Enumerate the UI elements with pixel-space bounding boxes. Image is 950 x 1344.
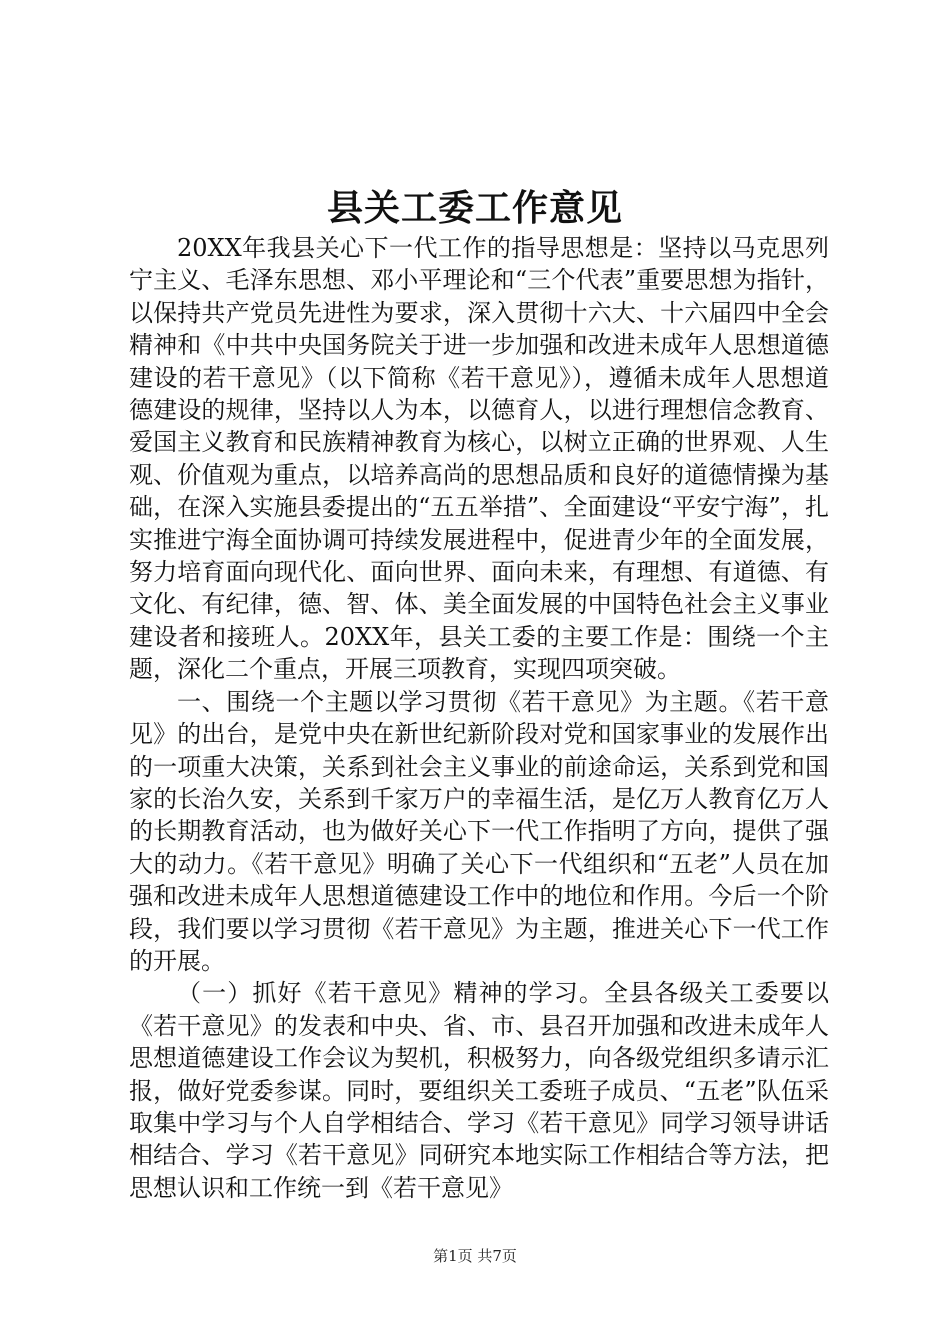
page-number: 第1页 共7页 xyxy=(433,1247,517,1265)
document-body xyxy=(129,232,829,1204)
document-title: 县关工委工作意见 xyxy=(326,187,623,229)
paragraph-section-one: 一、围绕一个主题以学习贯彻《若干意见》为主题。《若干意见》的出台，是党中央在新世纪新阶段对党和国家事业的发展作出的一项重大决策，关系到社会主义事业的前途命运，关系到党和国家的长治久安，关系到千家万户的幸福生活，是亿万人教育亿万人的长期教育活动，也为做好关心下一代工作指明了方向，提供了强大的动力。《若干意见》明确了关心下一代组织和“五老”人员在加强和改进未成年人思想道德建设工作中的地位和作用。今后一个阶段，我们要以学习贯彻《若干意见》为主题，推进关心下一代工作的开展。 xyxy=(129,687,829,975)
paragraph-subsection-one: （一）抓好《若干意见》精神的学习。全县各级关工委要以《若干意见》的发表和中央、省、市、县召开加强和改进未成年人思想道德建设工作会议为契机，积极努力，向各级党组织多请示汇报，做好党委参谋。同时，要组织关工委班子成员、“五老”队伍采取集中学习与个人自学相结合、学习《若干意见》同学习领导讲话相结合、学习《若干意见》同研究本地实际工作相结合等方法，把思想认识和工作统一到《若干意见》 xyxy=(129,979,829,1202)
paragraph-guiding-ideology: 20XX年我县关心下一代工作的指导思想是：坚持以马克思列宁主义、毛泽东思想、邓小平理论和“三个代表”重要思想为指针，以保持共产党员先进性为要求，深入贯彻十六大、十六届四中全会精神和《中共中央国务院关于进一步加强和改进未成年人思想道德建设的若干意见》（以下简称《若干意见》），遵循未成年人思想道德建设的规律，坚持以人为本，以德育人，以进行理想信念教育、爱国主义教育和民族精神教育为核心，以树立正确的世界观、人生观、价值观为重点，以培养高尚的思想品质和良好的道德情操为基础，在深入实施县委提出的“五五举措”、全面建设“平安宁海”，扎实推进宁海全面协调可持续发展进程中，促进青少年的全面发展，努力培育面向现代化、面向世界、面向未来，有理想、有道德、有文化、有纪律，德、智、体、美全面发展的中国特色社会主义事业建设者和接班人。20XX年，县关工委的主要工作是：围绕一个主题，深化二个重点，开展三项教育，实现四项突破。 xyxy=(129,234,829,684)
